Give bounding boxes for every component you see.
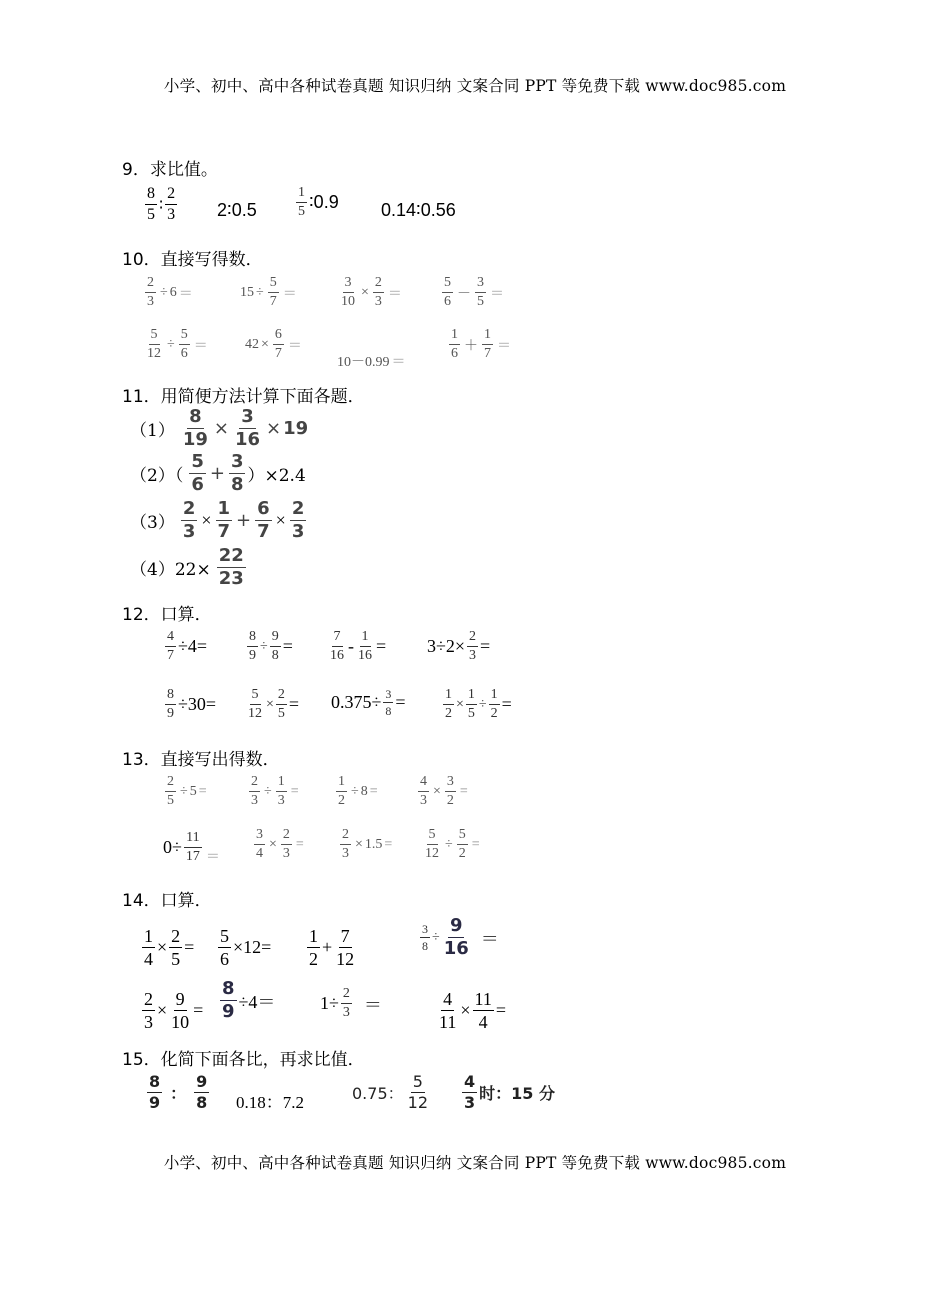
question-14-title: 14．口算． bbox=[122, 891, 212, 911]
q15-item-4: 4 3 时：15 分 bbox=[464, 1072, 555, 1112]
question-9-title: 9．求比值。 bbox=[122, 160, 218, 180]
q14-item-8: 4 11 × 11 4 = bbox=[439, 989, 506, 1032]
q13-item-6: $\frac{3}{4}$ × $\frac{2}{3}$ = bbox=[256, 827, 304, 861]
q10-item-1: $\frac{2}{3}$ ÷ 6 ＝ bbox=[147, 275, 193, 309]
q13-item-3: $\frac{1}{2}$ ÷ 8 = bbox=[338, 774, 378, 808]
q13-item-1: $\frac{2}{5}$ ÷ 5 = bbox=[167, 774, 207, 808]
question-12-title: 12．口算． bbox=[122, 605, 212, 625]
page-header: 小学、初中、高中各种试卷真题 知识归纳 文案合同 PPT 等免费下载 www.doc985.com bbox=[163, 77, 787, 95]
page-footer: 小学、初中、高中各种试卷真题 知识归纳 文案合同 PPT 等免费下载 www.doc985.com bbox=[163, 1154, 787, 1172]
question-11-title: 11．用简便方法计算下面各题． bbox=[122, 387, 365, 407]
q10-item-7: 10－0.99 ＝ bbox=[337, 355, 406, 370]
question-15-title: 15．化简下面各比，再求比值． bbox=[122, 1050, 365, 1070]
q12-item-7: 0.375÷ 3 8 = bbox=[331, 687, 406, 718]
q10-item-2: 15 ÷ $\frac{5}{7}$ ＝ bbox=[240, 275, 297, 309]
q13-item-5: 0÷ 11 17 ＝ bbox=[163, 829, 220, 865]
q11-item-1: （1） $\frac{8}{19}$ × $\frac{3}{16}$ × 19 bbox=[130, 406, 309, 450]
q13-item-8: $\frac{5}{12}$ ÷ $\frac{5}{2}$ = bbox=[425, 827, 480, 861]
q11-item-3: （3） $\frac{2}{3}$ × $\frac{1}{7}$ + $\frac{6}{7}$ × $\frac{2}{3}$ bbox=[130, 498, 305, 542]
q14-item-5: 2 3 × 9 10 = bbox=[144, 989, 204, 1032]
q10-item-4: 5 6 － 3 5 ＝ bbox=[444, 275, 504, 309]
q14-item-4: $\frac{3}{8}$ ÷ $\frac{9}{16}$ ＝ bbox=[422, 915, 499, 959]
q13-item-2: $\frac{2}{3}$ ÷ $\frac{1}{3}$ = bbox=[251, 774, 299, 808]
q9-item-2: 2∶0.5 bbox=[217, 200, 257, 220]
q10-item-3: $\frac{3}{10}$ × $\frac{2}{3}$ ＝ bbox=[341, 275, 402, 309]
q12-item-2: $\frac{8}{9}$ ÷ $\frac{9}{8}$ = bbox=[249, 629, 293, 663]
q9-item-4: 0.14∶0.56 bbox=[381, 200, 456, 220]
q12-item-6: $\frac{5}{12}$ × $\frac{2}{5}$ = bbox=[248, 687, 300, 721]
q10-item-8: 1 6 ＋ 1 7 ＝ bbox=[451, 327, 511, 361]
q12-item-4: 3÷2× 2 3 = bbox=[427, 629, 491, 663]
q15-item-3: 0.75： 5 12 bbox=[352, 1072, 428, 1112]
q12-item-8: $\frac{1}{2}$ × $\frac{1}{5}$ ÷ $\frac{1}{2}$ = bbox=[445, 687, 512, 721]
q12-item-1: 4 7 ÷4= bbox=[167, 629, 208, 663]
q14-item-2: 5 6 ×12= bbox=[220, 926, 272, 969]
q11-item-4: （4）22× $\frac{22}{23}$ bbox=[130, 545, 244, 589]
q14-item-6: 8 9 ÷4＝ bbox=[222, 978, 276, 1022]
q9-item-3: 1 5 ∶0.9 bbox=[298, 185, 339, 219]
q11-item-2: （2）（ 5 6 + $\frac{3}{8}$ ）×2.4 bbox=[130, 451, 306, 495]
q10-item-5: $\frac{5}{12}$ ÷ $\frac{5}{6}$ ＝ bbox=[147, 327, 208, 361]
q14-item-7: 1÷ 2 3 ＝ bbox=[320, 986, 382, 1020]
question-10-title: 10．直接写得数． bbox=[122, 250, 263, 270]
q14-item-1: 1 4 × 2 5 = bbox=[144, 926, 195, 969]
q9-item-1: 8 5 ∶ 2 3 bbox=[147, 185, 176, 223]
q14-item-3: 1 2 + 7 12 bbox=[309, 926, 355, 969]
q13-item-4: $\frac{4}{3}$ × $\frac{3}{2}$ = bbox=[420, 774, 468, 808]
q10-item-6: 42 × $\frac{6}{7}$ ＝ bbox=[245, 327, 302, 361]
q13-item-7: $\frac{2}{3}$ × 1.5 = bbox=[342, 827, 393, 861]
q15-item-1: 8 9 ： 9 8 bbox=[149, 1072, 208, 1112]
q15-item-2: 0.18：7.2 bbox=[236, 1093, 304, 1112]
q12-item-5: 8 9 ÷30= bbox=[167, 687, 217, 721]
q12-item-3: 7 16 - 1 16 = bbox=[330, 629, 387, 663]
question-13-title: 13．直接写出得数． bbox=[122, 750, 280, 770]
